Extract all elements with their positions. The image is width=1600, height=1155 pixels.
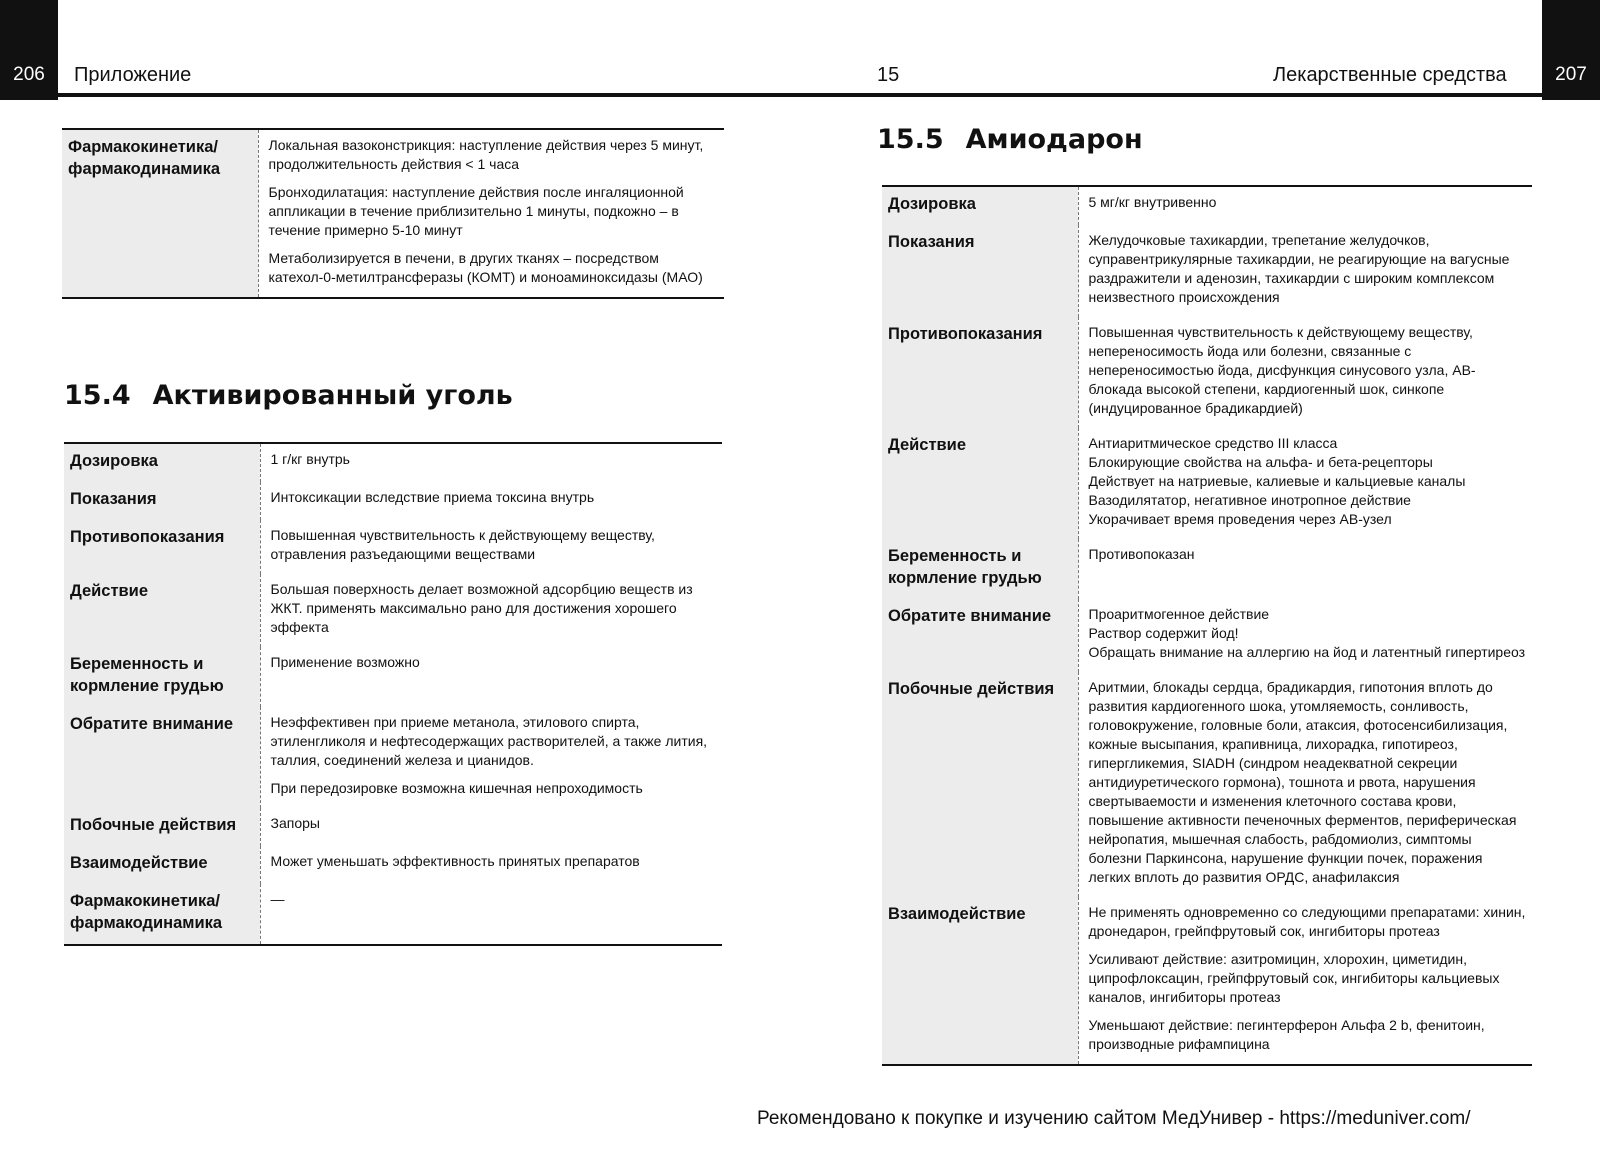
row-value: [1078, 317, 1532, 428]
table-row: [64, 707, 722, 808]
table-row: [882, 897, 1532, 1065]
row-value: [1078, 186, 1532, 225]
table-row: [882, 599, 1532, 672]
table-row: [882, 186, 1532, 225]
row-label: Действие: [882, 428, 1078, 539]
row-value: [1078, 672, 1532, 897]
row-label: Побочные действия: [64, 808, 260, 846]
value-paragraph: Усиливают действие: азитромицин, хлорохин, циметидин, ципрофлоксацин, грейпфрутовый сок, ингибиторы кальциевых каналов, ингибиторы протеаз: [1088, 951, 1500, 1005]
footer-recommendation: Рекомендовано к покупке и изучению сайтом МедУнивер - https://meduniver.com/: [757, 1108, 1471, 1129]
table-row: [64, 574, 722, 647]
row-value: [258, 129, 724, 298]
table-row: [882, 672, 1532, 897]
row-label: Фармакокинетика/ фармакодинамика: [62, 129, 258, 298]
table-body: [882, 186, 1532, 1065]
row-value: [260, 574, 722, 647]
table-row: [62, 129, 724, 298]
row-value: [260, 482, 722, 520]
value-line: Блокирующие свойства на альфа- и бета-рецепторы: [1088, 454, 1433, 470]
row-label: Взаимодействие: [64, 846, 260, 884]
section-number: 15.5: [877, 124, 944, 155]
row-label: Показания: [64, 482, 260, 520]
row-label: Действие: [64, 574, 260, 647]
table-row: [882, 225, 1532, 317]
row-value: [1078, 539, 1532, 599]
value-line: Укорачивает время проведения через АВ-узел: [1088, 511, 1392, 527]
amiodarone-table: [882, 185, 1532, 1066]
header-rule-right: [800, 93, 1542, 97]
row-label: Дозировка: [64, 443, 260, 482]
row-label: Дозировка: [882, 186, 1078, 225]
value-paragraph: Применение возможно: [270, 654, 420, 670]
row-label: Побочные действия: [882, 672, 1078, 897]
table-row: [64, 808, 722, 846]
row-label: Взаимодействие: [882, 897, 1078, 1065]
value-paragraph: Повышенная чувствительность к действующему веществу, непереносимость йода или болезни, связанные с непереносимостью йода, дисфункция синусового узла, АВ-блокада высокой степени, кардиогенный шок, синкопе (индуцированное брадикардией): [1088, 324, 1476, 416]
row-label: Обратите внимание: [64, 707, 260, 808]
page-number-left: 206: [0, 0, 58, 100]
section-heading: Активированный уголь: [152, 380, 513, 411]
row-value: [260, 707, 722, 808]
row-value: [1078, 225, 1532, 317]
value-line: Антиаритмическое средство III класса: [1088, 435, 1338, 451]
value-paragraph: Метаболизируется в печени, в других тканях – посредством катехол-0-метилтрансферазы (КОМТ) и моноаминоксидазы (МАО): [268, 250, 703, 285]
value-line: Раствор содержит йод!: [1088, 625, 1239, 641]
section-heading: Амиодарон: [965, 124, 1143, 155]
value-paragraph: Большая поверхность делает возможной адсорбцию веществ из ЖКТ. применять максимально рано для достижения хорошего эффекта: [270, 581, 693, 635]
table-row: [64, 520, 722, 574]
value-paragraph: Аритмии, блокады сердца, брадикардия, гипотония вплоть до развития кардиогенного шока, утомляемость, сонливость, головокружение, головные боли, атаксия, фотосенсибилизация, кожные высыпания, крапивница, лихорадка, гипотиреоз, гипергликемия, SIADH (синдром неадекватной секреции антидиуретического гормона), тошнота и рвота, нарушения свертываемости и изменения клеточного состава крови, повышение активности печеночных ферментов, периферическая нейропатия, мышечная слабость, рабдомиолиз, симптомы болезни Паркинсона, нарушение функции почек, поражения легких вплоть до развития ОРДС, анафилаксия: [1088, 679, 1517, 885]
value-paragraph: Не применять одновременно со следующими препаратами: хинин, дронедарон, грейпфрутовый сок, ингибиторы протеаз: [1088, 904, 1526, 939]
row-label: Фармакокинетика/ фармакодинамика: [64, 884, 260, 945]
section-title-15-5: [877, 124, 1143, 155]
header-rule-left: [58, 93, 800, 97]
value-paragraph: 5 мг/кг внутривенно: [1088, 194, 1217, 210]
value-paragraph: Бронходилатация: наступление действия после ингаляционной аппликации в течение приблизительно 1 минуты, подкожно – в течение примерно 5-10 минут: [268, 184, 684, 238]
running-head-left: Приложение: [74, 64, 192, 86]
value-paragraph: Запоры: [270, 815, 320, 831]
row-label: Беременность и кормление грудью: [882, 539, 1078, 599]
table-row: [882, 539, 1532, 599]
value-paragraph: Уменьшают действие: пегинтерферон Альфа 2 b, фенитоин, производные рифампицина: [1088, 1017, 1485, 1052]
row-label: Показания: [882, 225, 1078, 317]
value-paragraph: Повышенная чувствительность к действующему веществу, отравления разъедающими веществами: [270, 527, 655, 562]
running-head-right: Лекарственные средства: [1273, 64, 1507, 86]
section-number: 15.4: [64, 380, 131, 411]
value-line: Действует на натриевые, калиевые и кальциевые каналы: [1088, 473, 1466, 489]
value-line: Вазодилятатор, негативное инотропное действие: [1088, 492, 1411, 508]
table-body: [62, 129, 724, 298]
table-row: [64, 647, 722, 707]
row-value: [1078, 897, 1532, 1065]
right-page: [800, 0, 1600, 1155]
value-paragraph: Интоксикации вследствие приема токсина внутрь: [270, 489, 595, 505]
value-paragraph: —: [270, 891, 285, 907]
value-paragraph: Неэффективен при приеме метанола, этилового спирта, этиленгликоля и нефтесодержащих растворителей, а также лития, таллия, соединений железа и цианидов.: [270, 714, 708, 768]
table-body: [64, 443, 722, 945]
row-value: [260, 647, 722, 707]
row-value: [260, 520, 722, 574]
table-row: [882, 428, 1532, 539]
row-value: [1078, 428, 1532, 539]
chapter-number: 15: [877, 64, 900, 86]
value-paragraph: При передозировке возможна кишечная непроходимость: [270, 780, 643, 796]
row-label: Противопоказания: [882, 317, 1078, 428]
row-label: Беременность и кормление грудью: [64, 647, 260, 707]
value-paragraph: Локальная вазоконстрикция: наступление действия через 5 минут, продолжительность действия < 1 часа: [268, 137, 704, 172]
table-row: [64, 846, 722, 884]
pharmacokinetics-table: [62, 128, 724, 299]
table-row: [64, 884, 722, 945]
page-number-right: 207: [1542, 0, 1600, 100]
row-label: Противопоказания: [64, 520, 260, 574]
row-value: [260, 443, 722, 482]
value-paragraph: Противопоказан: [1088, 546, 1195, 562]
row-value: [1078, 599, 1532, 672]
value-paragraph: Может уменьшать эффективность принятых препаратов: [270, 853, 640, 869]
table-row: [64, 443, 722, 482]
value-line: Проаритмогенное действие: [1088, 606, 1270, 622]
value-paragraph: Желудочковые тахикардии, трепетание желудочков, суправентрикулярные тахикардии, не реагирующие на вагусные раздражители и аденозин, тахикардии с широким комплексом неизвестного происхождения: [1088, 232, 1510, 305]
row-value: [260, 846, 722, 884]
row-value: [260, 884, 722, 945]
row-label: Обратите внимание: [882, 599, 1078, 672]
table-row: [64, 482, 722, 520]
section-title-15-4: [64, 380, 513, 411]
value-paragraph: 1 г/кг внутрь: [270, 451, 350, 467]
value-line: Обращать внимание на аллергию на йод и латентный гипертиреоз: [1088, 644, 1526, 660]
activated-charcoal-table: [64, 442, 722, 946]
row-value: [260, 808, 722, 846]
table-row: [882, 317, 1532, 428]
